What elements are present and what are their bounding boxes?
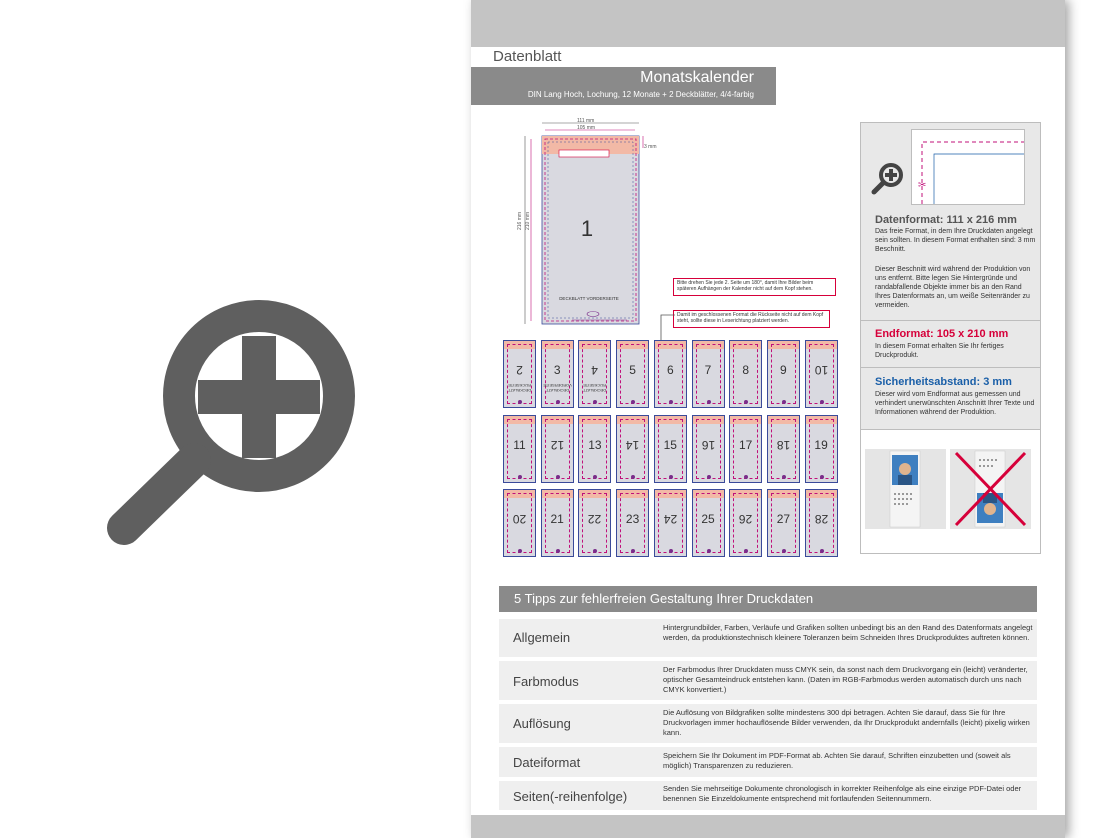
punch-hole xyxy=(556,400,560,404)
format-diagram xyxy=(517,118,657,330)
page-number: 20 xyxy=(512,512,527,526)
crop-detail xyxy=(861,123,1040,207)
page-number: 27 xyxy=(776,512,791,526)
page-number: 25 xyxy=(701,512,715,526)
punch-hole xyxy=(707,400,711,404)
endformat-title: Endformat: 105 x 210 mm xyxy=(875,328,1009,340)
tips-header: 5 Tipps zur fehlerfreien Gestaltung Ihrer Druckdaten xyxy=(499,586,1037,612)
calendar-page-thumb xyxy=(805,340,838,408)
height-outer-label: 216 mm xyxy=(517,211,523,230)
calendar-page-thumb xyxy=(692,415,725,483)
page-number: 23 xyxy=(625,512,640,526)
calendar-page-thumb xyxy=(729,489,762,557)
width-outer-label: 111 mm xyxy=(577,118,595,124)
punch-hole xyxy=(518,400,522,404)
sicherheit-title: Sicherheitsabstand: 3 mm xyxy=(875,376,1012,388)
punch-hole xyxy=(518,549,522,553)
punch-hole xyxy=(556,475,560,479)
tip-text: Speichern Sie Ihr Dokument im PDF-Format ab. Achten Sie darauf, Schriften einzubetten und (soweit als möglich) Transparenzen zu reduzieren. xyxy=(663,751,1011,770)
calendar-page-thumb xyxy=(578,415,611,483)
tip-row-allgemein xyxy=(499,619,1037,657)
tip-label: Allgemein xyxy=(513,630,571,645)
tip-label: Auflösung xyxy=(513,716,571,731)
tip-label: Dateiformat xyxy=(513,755,581,770)
incorrect-example-image xyxy=(950,449,1031,529)
datasheet-page xyxy=(471,0,1065,838)
sicherheit-text: Dieser wird vom Endformat aus gemessen und verhindert unerwünschten Anschnitt Ihrer Texte und Informationen während der Produktion. xyxy=(875,391,1035,416)
tip-row-farbmodus xyxy=(499,661,1037,700)
page-number: 22 xyxy=(588,512,602,526)
tip-label: Farbmodus xyxy=(513,674,579,689)
tip-row-aufloesung xyxy=(499,704,1037,743)
calendar-page-thumb xyxy=(616,415,649,483)
tip-row-seitenreihenfolge xyxy=(499,781,1037,810)
page-number: 9 xyxy=(780,363,787,377)
page-number: 8 xyxy=(742,363,750,377)
beschnitt-text: Dieser Beschnitt wird während der Produktion von uns entfernt. Bitte legen Sie Hintergründe und randabfallende Objekte immer bis an den Rand Ihres Datenformats an, um weiße Seitenränder zu vermeiden. xyxy=(875,266,1031,309)
calendar-page-thumb xyxy=(578,340,611,408)
calendar-page-thumb xyxy=(692,340,725,408)
calendar-page-thumb xyxy=(503,415,536,483)
datasheet-tab: Datenblatt xyxy=(471,47,591,67)
calendar-page-thumb xyxy=(805,415,838,483)
punch-hole xyxy=(782,549,786,553)
calendar-page-thumb xyxy=(654,340,687,408)
punch-hole xyxy=(593,475,597,479)
magnifier-icon[interactable] xyxy=(871,161,905,195)
punch-hole xyxy=(820,475,824,479)
calendar-page-thumb xyxy=(767,340,800,408)
datenformat-title: Datenformat: 111 x 216 mm xyxy=(875,214,1017,226)
width-inner-label: 105 mm xyxy=(577,125,596,131)
calendar-page-thumb xyxy=(616,489,649,557)
page-number: 6 xyxy=(666,363,674,377)
page-number: 19 xyxy=(814,437,828,452)
page-number: 18 xyxy=(776,437,791,452)
product-title: Monatskalender xyxy=(640,69,754,86)
punch-hole xyxy=(669,549,673,553)
page-number: 28 xyxy=(814,512,828,526)
scissor-icon: ✂ xyxy=(918,180,927,191)
height-inner-label: 210 mm xyxy=(525,211,531,230)
calendar-page-thumb xyxy=(654,415,687,483)
note-pointer xyxy=(657,312,677,342)
page-number: 15 xyxy=(663,437,677,452)
page-number: 14 xyxy=(625,437,640,452)
format-info-box xyxy=(860,122,1041,554)
page-label: DECKBLATT VORDERSEITE xyxy=(542,383,572,393)
page-label: DECKBLATT RÜCKSEITE xyxy=(507,383,532,393)
page-number: 7 xyxy=(704,363,712,377)
calendar-page-thumb xyxy=(616,340,649,408)
reading-direction-note: Damit im geschlossenen Format die Rückseite nicht auf dem Kopf steht, sollte diese in Leserichtung platziert werden. xyxy=(673,310,830,328)
calendar-page-thumb xyxy=(767,489,800,557)
tip-text: Der Farbmodus Ihrer Druckdaten muss CMYK sein, da sonst nach dem Druckvorgang ein (leicht) veränderter, optischer Gesamteindruck entstehen kann. (Daten im RGB-Farbmodus werden automatisch durch uns nach CMYK konvertiert.) xyxy=(663,665,1028,694)
calendar-page-thumb xyxy=(503,340,536,408)
tip-text: Die Auflösung von Bildgrafiken sollte mindestens 300 dpi betragen. Achten Sie darauf, dass Sie für Ihre Druckvorlagen immer hochauflösende Bilder verwenden, da Ihr Druckprodukt andernfalls (leicht) pixelig wirken kann. xyxy=(663,708,1030,737)
cover-page-label: DECKBLATT VORDERSEITE xyxy=(559,296,619,301)
punch-hole xyxy=(669,475,673,479)
crop-marks-detail xyxy=(912,130,1024,204)
page-sequence-grid xyxy=(503,340,843,558)
punch-hole xyxy=(631,475,635,479)
punch-hole xyxy=(782,475,786,479)
correct-example-image xyxy=(865,449,946,529)
punch-hole xyxy=(707,475,711,479)
top-band xyxy=(471,0,1065,47)
rotation-note: Bitte drehen Sie jede 2. Seite um 180°, damit Ihre Bilder beim späteren Aufhängen der Kalender nicht auf dem Kopf stehen. xyxy=(673,278,836,296)
page-number: 4 xyxy=(591,363,599,377)
tip-text: Senden Sie mehrseitige Dokumente chronologisch in korrekter Reihenfolge als eine einzige PDF-Datei oder benennen Sie Einzeldokumente entsprechend mit fortlaufenden Seitennummern. xyxy=(663,784,1022,803)
punch-hole xyxy=(744,475,748,479)
punch-hole xyxy=(556,549,560,553)
tip-row-dateiformat xyxy=(499,747,1037,777)
page-number: 26 xyxy=(739,512,753,526)
page-number: 13 xyxy=(588,437,602,452)
page-number: 12 xyxy=(550,437,564,452)
product-subtitle: DIN Lang Hoch, Lochung, 12 Monate + 2 Deckblätter, 4/4-farbig xyxy=(527,90,754,99)
page-number: 3 xyxy=(553,363,561,377)
page-number: 11 xyxy=(513,437,526,452)
page-number: 2 xyxy=(516,363,523,377)
calendar-page-thumb xyxy=(541,340,574,408)
calendar-page-thumb xyxy=(729,340,762,408)
page-number: 17 xyxy=(739,437,753,452)
punch-hole xyxy=(518,475,522,479)
page-number: 10 xyxy=(814,363,828,377)
cover-page-number: 1 xyxy=(580,216,594,241)
endformat-text: In diesem Format erhalten Sie Ihr fertiges Druckprodukt. xyxy=(875,343,1004,359)
calendar-page-thumb xyxy=(729,415,762,483)
tip-text: Hintergrundbilder, Farben, Verläufe und Grafiken sollten unbedingt bis an den Rand des Datenformats angelegt werden, da produktionstechnisch kleinere Toleranzen beim Schneiden Ihres Druckproduktes auftreten können. xyxy=(663,623,1033,642)
page-number: 24 xyxy=(663,512,677,526)
calendar-page-thumb xyxy=(541,489,574,557)
datenformat-text: Das freie Format, in dem Ihre Druckdaten angelegt sein sollten. In diesem Format enthalten sind: 3 mm Beschnitt. xyxy=(875,228,1036,253)
calendar-page-thumb xyxy=(503,489,536,557)
punch-hole xyxy=(669,400,673,404)
tip-label: Seiten(-reihenfolge) xyxy=(513,789,628,804)
calendar-page-thumb xyxy=(654,489,687,557)
calendar-page-thumb xyxy=(767,415,800,483)
calendar-page-thumb xyxy=(805,489,838,557)
calendar-page-thumb xyxy=(578,489,611,557)
punch-hole xyxy=(782,400,786,404)
page-number: 5 xyxy=(629,363,636,377)
punch-hole xyxy=(707,549,711,553)
punch-hole xyxy=(820,549,824,553)
page-number: 21 xyxy=(550,512,564,526)
side-small-label: 3 mm xyxy=(644,144,657,150)
calendar-page-thumb xyxy=(541,415,574,483)
zoom-in-icon[interactable] xyxy=(104,300,356,548)
calendar-page-thumb xyxy=(692,489,725,557)
bottom-band xyxy=(471,815,1065,838)
punch-hole xyxy=(820,400,824,404)
title-bar xyxy=(471,67,776,105)
page-label: DECKBLATT RÜCKSEITE xyxy=(583,383,607,393)
page-number: 16 xyxy=(701,437,715,452)
